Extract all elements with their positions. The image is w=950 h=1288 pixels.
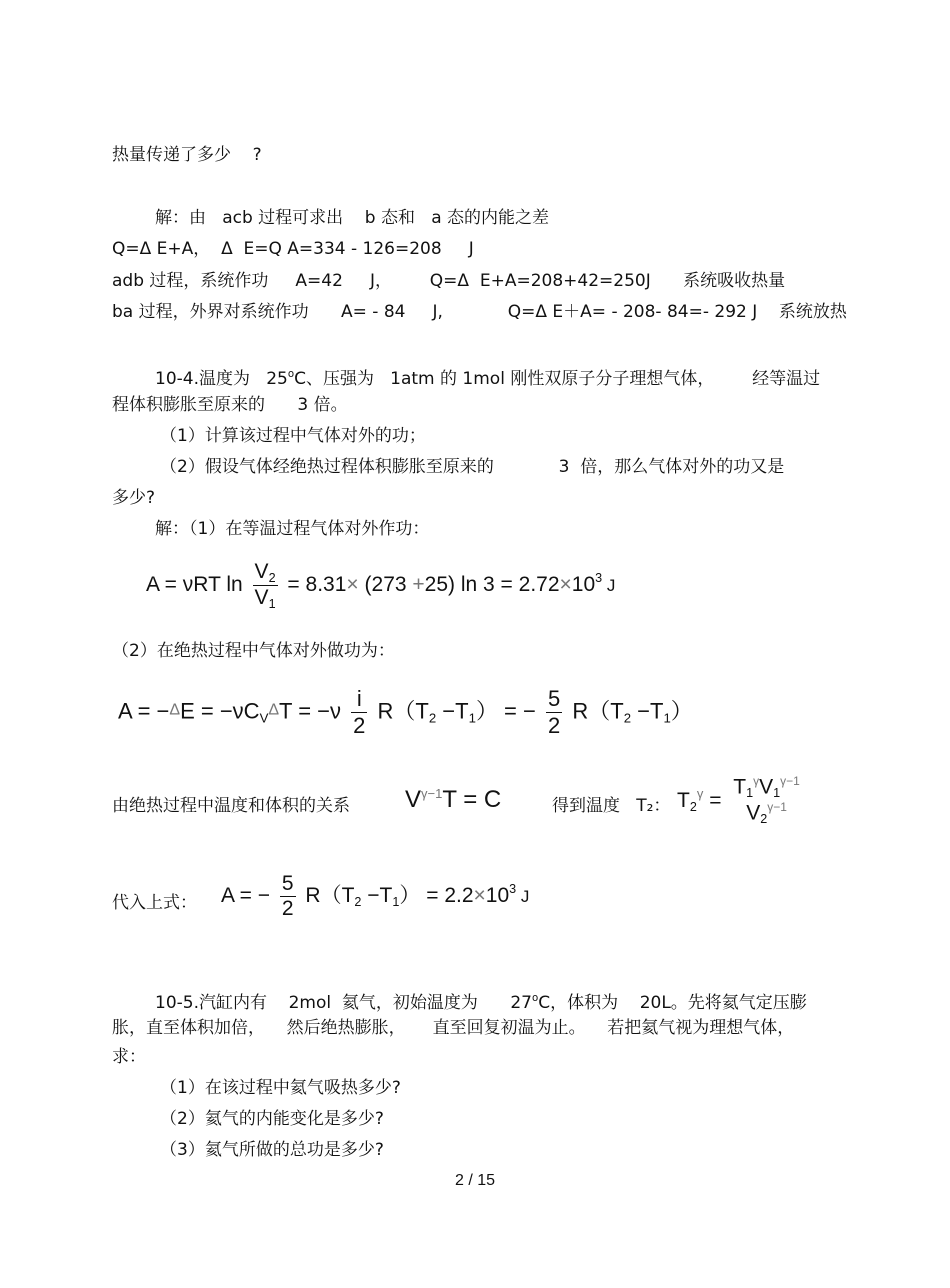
page-number: 2 / 15	[454, 1172, 496, 1189]
equation-adiabatic-work: $A = -\Delta E = -\nu C_V\Delta T = -\nu$ $\frac{i}{2}$ $R(T_2 -T_1)$ = − $\frac{5}{2}$ $R(T_2 -T_1)$	[118, 686, 693, 738]
equation-temperature-t2: $T_2^\gamma$ = $T_1^\gamma V_1^{\gamma-1}$ $V_2^{\gamma-1}$	[677, 774, 800, 827]
five-halves-fraction: $\frac{5}{2}$	[281, 872, 294, 920]
volume-ratio-fraction: $\frac{V_2}{V_1}$	[254, 560, 276, 611]
equation-result: A = − $\frac{5}{2}$ $R(T_2 -T_1) = 2.2\times 10^3$ J	[221, 872, 530, 920]
relation-text: 得到温度 T₂：	[552, 796, 671, 816]
equation-isothermal-work: A = νRT ln $\frac{V_2}{V_1}$ = 8.31× (273 +25) $\ln 3 = 2.72\times 10^3$ J	[146, 560, 616, 611]
relation-text: 由绝热过程中温度和体积的关系	[112, 796, 350, 816]
problem-question: （1）计算该过程中气体对外的功；	[160, 426, 426, 446]
problem-line: 多少?	[112, 488, 156, 508]
solution-line: ba 过程，外界对系统作功 A= - 84 J, Q=Δ E＋A= - 208- 84=- 292 J 系统放热	[112, 302, 847, 322]
problem-heading: 10-4.温度为 25$^o$C、压强为 1atm 的 1mol 刚性双原子分子理想气体， 经等温过	[155, 369, 821, 390]
problem-question: （2）假设气体经绝热过程体积膨胀至原来的 3 倍，那么气体对外的功又是	[160, 457, 785, 477]
problem-question: （3）氦气所做的总功是多少?	[160, 1140, 384, 1160]
equation-adiabatic-relation: $V^{\gamma-1}T = C$	[405, 786, 502, 814]
problem-line: 程体积膨胀至原来的 3 倍。	[112, 395, 348, 415]
solution-line: 解：由 acb 过程可求出 b 态和 a 态的内能之差	[155, 208, 550, 228]
problem-line: 求：	[112, 1047, 146, 1067]
problem-question: （2）氦气的内能变化是多少?	[160, 1109, 384, 1129]
problem-line: 胀，直至体积加倍， 然后绝热膨胀， 直至回复初温为止。 若把氦气视为理想气体，	[112, 1018, 795, 1038]
solution-line: adb 过程，系统作功 A=42 J， Q=Δ E+A=208+42=250J 系统吸收热量	[112, 271, 786, 291]
solution-line: 解：（1）在等温过程气体对外作功：	[155, 519, 430, 539]
problem-heading: 10-5.汽缸内有 2mol 氦气，初始温度为 27$^o$C，体积为 20L。先将氦气定压膨	[155, 993, 807, 1014]
solution-line: Q=Δ E+A， Δ E=Q A=334 - 126=208 J	[112, 239, 474, 259]
problem-question: （1）在该过程中氦气吸热多少?	[160, 1078, 401, 1098]
text-line: 热量传递了多少 ?	[112, 145, 262, 165]
substitute-label: 代入上式：	[112, 893, 197, 913]
temperature-fraction: $T_1^\gamma V_1^{\gamma-1}$ $V_2^{\gamma-1}$	[733, 774, 800, 827]
solution-line: （2）在绝热过程中气体对外做功为：	[112, 641, 395, 661]
five-halves-fraction: $\frac{5}{2}$	[547, 686, 561, 738]
i-over-2-fraction: $\frac{i}{2}$	[353, 686, 366, 738]
